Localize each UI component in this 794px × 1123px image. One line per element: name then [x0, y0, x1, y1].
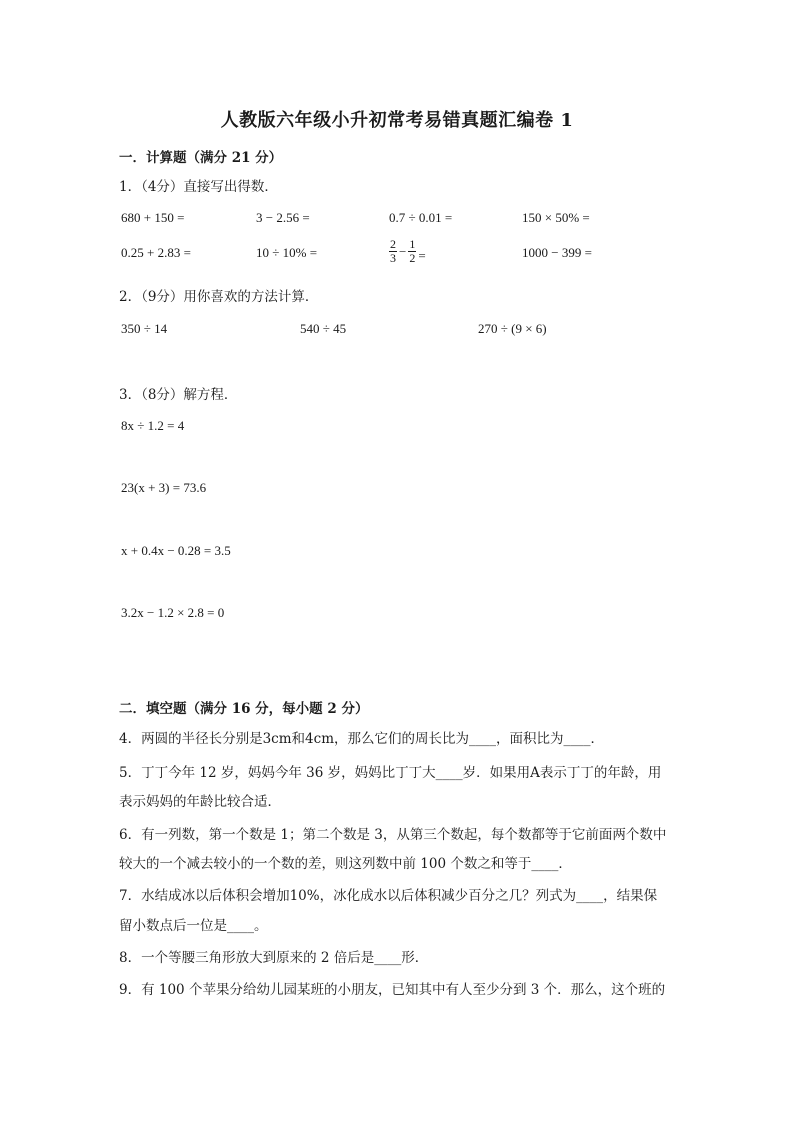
question-7-line-2: 留小数点后一位是____。: [119, 918, 268, 934]
section-2-heading: 二．填空题（满分 16 分，每小题 2 分）: [119, 701, 369, 717]
question-7-line-1: 7．水结成冰以后体积会增加10%，冰化成水以后体积减少百分之几？列式为____，结果保: [119, 888, 658, 904]
question-5-line-2: 表示妈妈的年龄比较合适．: [119, 794, 281, 810]
q1-expr-r1c3: 0.7 ÷ 0.01 =: [389, 210, 453, 225]
q1-expr-r2c4: 1000 − 399 =: [522, 245, 592, 260]
q1-expr-r2c1: 0.25 + 2.83 =: [121, 245, 191, 260]
q2-expr-2: 540 ÷ 45: [300, 321, 347, 336]
q2-expr-3: 270 ÷ (9 × 6): [478, 321, 547, 336]
question-6-line-2: 较大的一个减去较小的一个数的差，则这列数中前 100 个数之和等于____．: [119, 856, 572, 872]
question-2-prompt: 2．（9分）用你喜欢的方法计算．: [119, 289, 319, 305]
q1-expr-r1c4: 150 × 50% =: [522, 210, 590, 225]
question-1-prompt: 1．（4分）直接写出得数．: [119, 179, 278, 195]
q1-expr-r2c2: 10 ÷ 10% =: [256, 245, 318, 260]
section-1-heading: 一．计算题（满分 21 分）: [119, 150, 283, 166]
q1-expr-r2c3: [389, 238, 426, 265]
q2-expr-1: 350 ÷ 14: [121, 321, 168, 336]
q1-expr-r1c1: 680 + 150 =: [121, 210, 185, 225]
question-6-line-1: 6．有一列数，第一个数是 1；第二个数是 3，从第三个数起，每个数都等于它前面两个数中: [119, 827, 667, 843]
q3-equation-1: 8x ÷ 1.2 = 4: [121, 418, 185, 433]
q3-equation-4: 3.2x − 1.2 × 2.8 = 0: [121, 605, 225, 620]
q1-expr-r1c2: 3 − 2.56 =: [256, 210, 310, 225]
question-4: 4．两圆的半径长分别是3cm和4cm，那么它们的周长比为____，面积比为____．: [119, 731, 604, 747]
fraction-2-3: $\frac{2}{3}$: [390, 237, 396, 265]
q3-equation-2: 23(x + 3) = 73.6: [121, 480, 207, 495]
question-5-line-1: 5．丁丁今年 12 岁，妈妈今年 36 岁，妈妈比丁丁大____岁．如果用A表示丁丁的年龄，用: [119, 765, 662, 781]
question-9: 9．有 100 个苹果分给幼儿园某班的小朋友，已知其中有人至少分到 3 个．那么，这个班的: [119, 982, 666, 998]
q3-equation-3: x + 0.4x − 0.28 = 3.5: [121, 543, 231, 558]
question-8: 8．一个等腰三角形放大到原来的 2 倍后是____形．: [119, 950, 429, 966]
question-3-prompt: 3．（8分）解方程．: [119, 387, 238, 403]
page-title: 人教版六年级小升初常考易错真题汇编卷 1: [220, 110, 574, 131]
minus-sign: −: [399, 243, 407, 259]
fraction-1-2: $\frac{1}{2}$: [409, 237, 416, 265]
equals-sign: =: [418, 247, 426, 263]
